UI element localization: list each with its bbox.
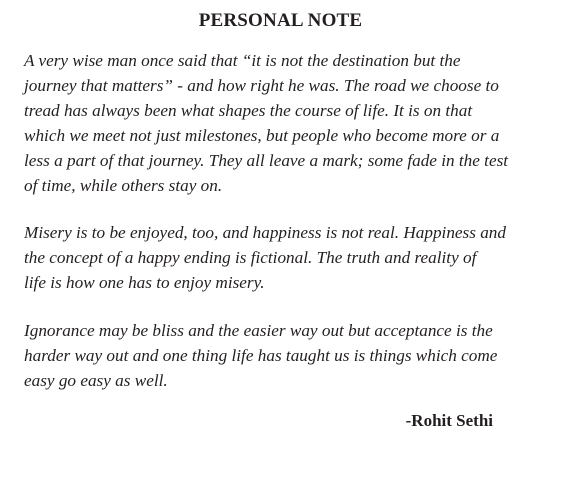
paragraph-line: journey that matters” - and how right he was. The road we choose to xyxy=(24,76,499,95)
page-title: PERSONAL NOTE xyxy=(198,10,363,31)
paragraph-line: easy go easy as well. xyxy=(24,371,168,390)
paragraph-3 xyxy=(24,318,504,393)
paragraph-line: less a part of that journey. They all leave a mark; some fade in the test xyxy=(24,151,509,170)
author-signature: -Rohit Sethi xyxy=(405,411,493,430)
paragraph-line: the concept of a happy ending is fictional. The truth and reality of xyxy=(24,248,477,267)
paragraph-2 xyxy=(24,220,504,295)
paragraph-line: which we meet not just milestones, but people who become more or a xyxy=(24,126,500,145)
paragraph-line: life is how one has to enjoy misery. xyxy=(24,273,265,292)
paragraph-1 xyxy=(24,48,509,198)
paragraph-line: A very wise man once said that “it is not the destination but the xyxy=(24,51,461,70)
paragraph-line: tread has always been what shapes the course of life. It is on that xyxy=(24,101,473,120)
paragraph-line: harder way out and one thing life has taught us is things which come xyxy=(24,346,498,365)
paragraph-line: Ignorance may be bliss and the easier way out but acceptance is the xyxy=(24,321,493,340)
paragraph-line: of time, while others stay on. xyxy=(24,176,223,195)
paragraph-line: Misery is to be enjoyed, too, and happiness is not real. Happiness and xyxy=(24,223,506,242)
